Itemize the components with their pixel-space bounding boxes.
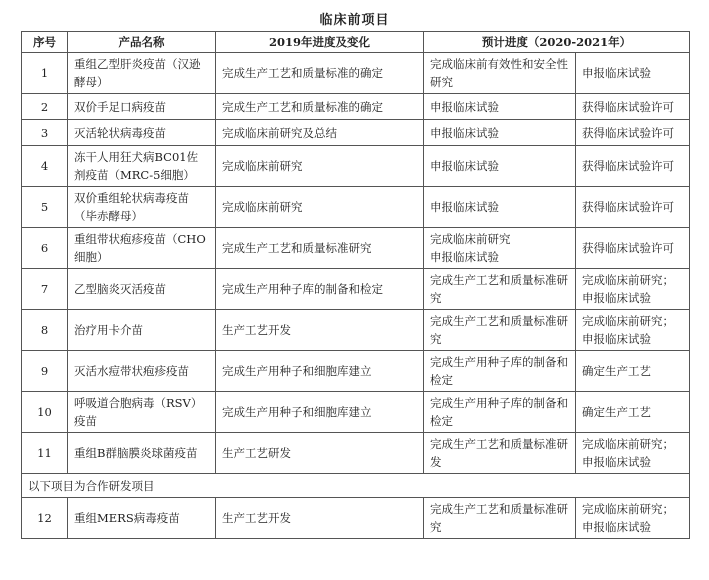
product-name: 重组乙型肝炎疫苗（汉逊酵母） [68, 53, 216, 94]
row-number: 2 [22, 94, 68, 120]
table-row [22, 228, 690, 269]
table-row [22, 310, 690, 351]
preclinical-table [21, 31, 690, 539]
row-number: 12 [22, 498, 68, 539]
product-name: 乙型脑炎灭活疫苗 [68, 269, 216, 310]
row-number: 11 [22, 433, 68, 474]
plan-2020: 申报临床试验 [424, 120, 576, 146]
progress-2019: 完成生产工艺和质量标准研究 [216, 228, 424, 269]
product-name: 冻干人用狂犬病BC01佐剂疫苗（MRC-5细胞） [68, 146, 216, 187]
progress-2019: 完成临床前研究 [216, 187, 424, 228]
progress-2019: 完成生产工艺和质量标准的确定 [216, 53, 424, 94]
table-row [22, 53, 690, 94]
header-no: 序号 [22, 32, 68, 53]
plan-2021: 完成临床前研究； 申报临床试验 [576, 269, 690, 310]
table-row [22, 146, 690, 187]
plan-2021: 完成临床前研究； 申报临床试验 [576, 310, 690, 351]
row-number: 5 [22, 187, 68, 228]
progress-2019: 完成生产用种子库的制备和检定 [216, 269, 424, 310]
row-number: 8 [22, 310, 68, 351]
coop-note: 以下项目为合作研发项目 [22, 474, 690, 498]
table-row [22, 187, 690, 228]
plan-2020: 完成生产工艺和质量标准研究 [424, 269, 576, 310]
plan-2020: 申报临床试验 [424, 146, 576, 187]
product-name: 双价重组轮状病毒疫苗（毕赤酵母） [68, 187, 216, 228]
product-name: 重组带状疱疹疫苗（CHO细胞） [68, 228, 216, 269]
product-name: 灭活轮状病毒疫苗 [68, 120, 216, 146]
row-number: 7 [22, 269, 68, 310]
progress-2019: 完成生产工艺和质量标准的确定 [216, 94, 424, 120]
plan-2020: 完成临床前研究 申报临床试验 [424, 228, 576, 269]
plan-2020: 申报临床试验 [424, 187, 576, 228]
plan-2021: 完成临床前研究； 申报临床试验 [576, 498, 690, 539]
plan-2021: 获得临床试验许可 [576, 146, 690, 187]
progress-2019: 完成临床前研究 [216, 146, 424, 187]
plan-2021: 获得临床试验许可 [576, 120, 690, 146]
product-name: 治疗用卡介苗 [68, 310, 216, 351]
plan-2020: 完成临床前有效性和安全性研究 [424, 53, 576, 94]
table-row [22, 120, 690, 146]
table-title: 临床前项目 [319, 13, 390, 28]
plan-2020: 申报临床试验 [424, 94, 576, 120]
row-number: 6 [22, 228, 68, 269]
product-name: 呼吸道合胞病毒（RSV）疫苗 [68, 392, 216, 433]
note-row [22, 474, 690, 498]
plan-2021: 获得临床试验许可 [576, 94, 690, 120]
product-name: 重组MERS病毒疫苗 [68, 498, 216, 539]
progress-2019: 生产工艺开发 [216, 498, 424, 539]
plan-2021: 完成临床前研究； 申报临床试验 [576, 433, 690, 474]
plan-2021: 获得临床试验许可 [576, 228, 690, 269]
row-number: 3 [22, 120, 68, 146]
header-progress: 2019年进度及变化 [216, 32, 424, 53]
progress-2019: 生产工艺开发 [216, 310, 424, 351]
plan-2020: 完成生产用种子库的制备和检定 [424, 351, 576, 392]
header-name: 产品名称 [68, 32, 216, 53]
table-row [22, 498, 690, 539]
table-row [22, 351, 690, 392]
plan-2020: 完成生产工艺和质量标准研究 [424, 310, 576, 351]
table-row [22, 94, 690, 120]
table-row [22, 433, 690, 474]
plan-2020: 完成生产用种子库的制备和检定 [424, 392, 576, 433]
table-row [22, 269, 690, 310]
plan-2021: 确定生产工艺 [576, 392, 690, 433]
progress-2019: 完成临床前研究及总结 [216, 120, 424, 146]
plan-2021: 申报临床试验 [576, 53, 690, 94]
product-name: 双价手足口病疫苗 [68, 94, 216, 120]
row-number: 9 [22, 351, 68, 392]
row-number: 4 [22, 146, 68, 187]
header-row [22, 32, 690, 53]
plan-2020: 完成生产工艺和质量标准研究 [424, 498, 576, 539]
row-number: 10 [22, 392, 68, 433]
row-number: 1 [22, 53, 68, 94]
progress-2019: 完成生产用种子和细胞库建立 [216, 392, 424, 433]
progress-2019: 完成生产用种子和细胞库建立 [216, 351, 424, 392]
plan-2021: 确定生产工艺 [576, 351, 690, 392]
header-plan: 预计进度（2020-2021年） [424, 32, 690, 53]
product-name: 灭活水痘带状疱疹疫苗 [68, 351, 216, 392]
table-body [22, 53, 690, 539]
progress-2019: 生产工艺研发 [216, 433, 424, 474]
product-name: 重组B群脑膜炎球菌疫苗 [68, 433, 216, 474]
plan-2020: 完成生产工艺和质量标准研发 [424, 433, 576, 474]
plan-2021: 获得临床试验许可 [576, 187, 690, 228]
table-row [22, 392, 690, 433]
